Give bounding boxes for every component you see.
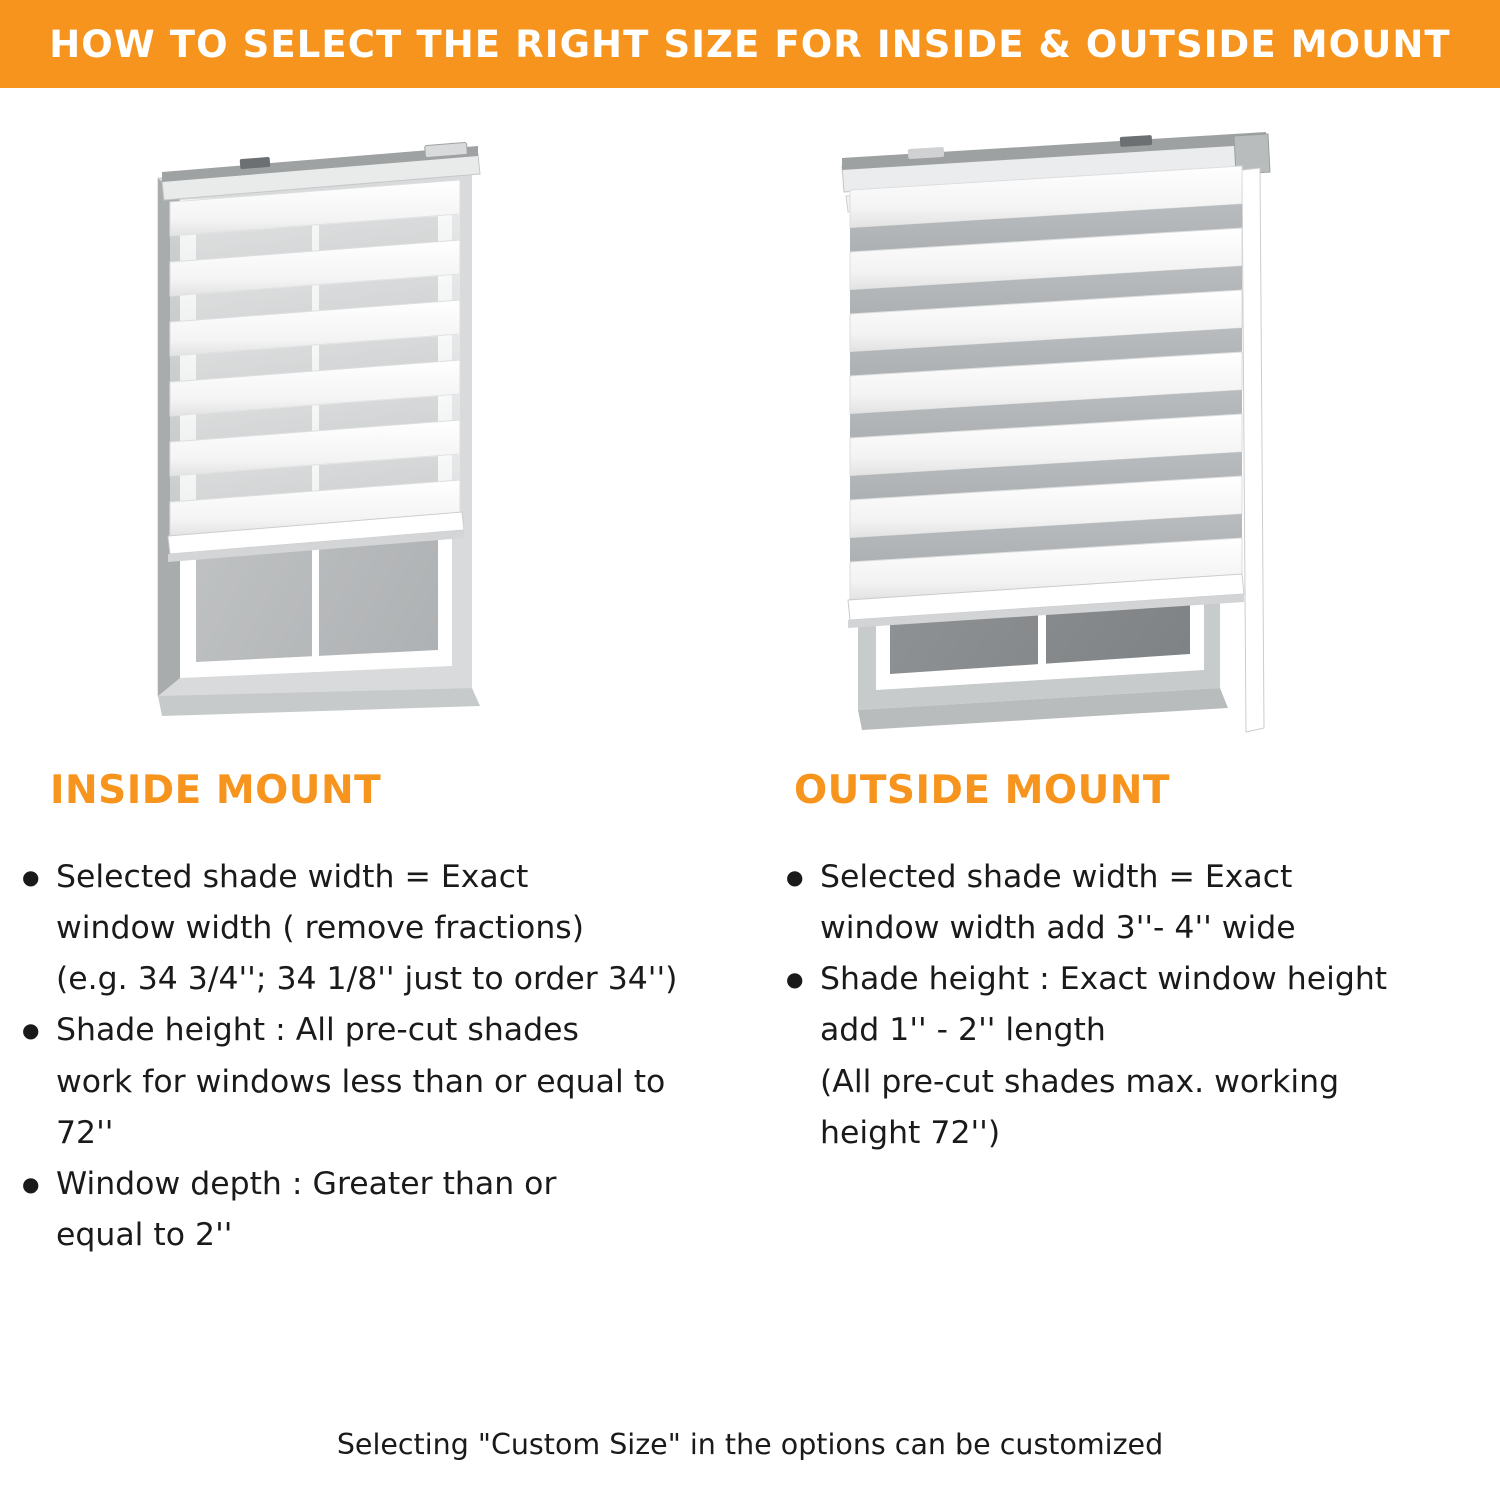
- list-item: window width add 3''- 4'' wide: [820, 910, 1296, 947]
- list-item: ● Shade height : All pre-cut shades: [22, 1006, 752, 1055]
- list-item: (All pre-cut shades max. working: [820, 1063, 1340, 1100]
- list-item: ● Window depth : Greater than or: [22, 1160, 752, 1209]
- list-item: equal to 2'': [56, 1216, 233, 1253]
- header-banner: [0, 0, 1500, 88]
- inside-mount-column: [22, 768, 752, 1262]
- inside-mount-heading: INSIDE MOUNT: [50, 768, 382, 813]
- outside-mount-illustration: [790, 88, 1490, 768]
- list-item: height 72''): [820, 1114, 1001, 1151]
- illustration-row: [0, 88, 1500, 768]
- outside-mount-heading: OUTSIDE MOUNT: [794, 768, 1170, 813]
- list-item: ● Shade height : Exact window height: [786, 955, 1496, 1004]
- list-item: ● Selected shade width = Exact: [22, 853, 752, 902]
- list-item: (e.g. 34 3/4''; 34 1/8'' just to order 34''): [56, 961, 678, 998]
- outside-mount-column: [786, 768, 1496, 1160]
- outside-mount-list: [786, 853, 1496, 1158]
- list-item: ● Selected shade width = Exact: [786, 853, 1496, 902]
- footer-note: Selecting "Custom Size" in the options can be customized: [336, 1428, 1164, 1461]
- list-item: work for windows less than or equal to: [56, 1063, 666, 1100]
- list-item: 72'': [56, 1114, 114, 1151]
- inside-mount-list: [22, 853, 752, 1260]
- list-item: window width ( remove fractions): [56, 910, 584, 947]
- page-title: HOW TO SELECT THE RIGHT SIZE FOR INSIDE & OUTSIDE MOUNT: [49, 22, 1451, 66]
- inside-mount-illustration: [40, 88, 740, 768]
- list-item: add 1'' - 2'' length: [820, 1012, 1106, 1049]
